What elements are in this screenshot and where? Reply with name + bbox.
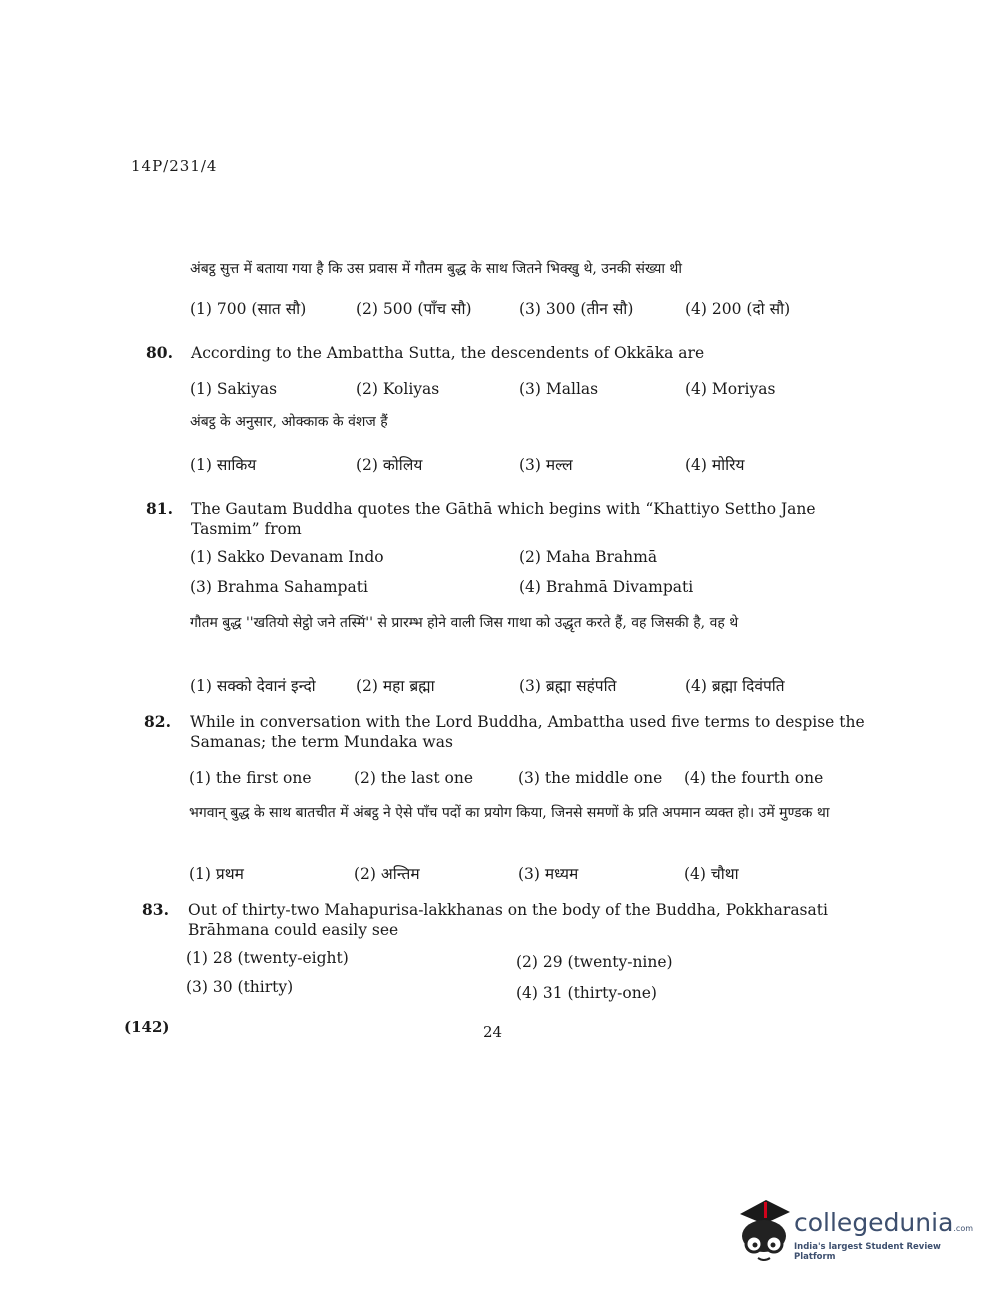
q81-option-hi-4: (4) ब्रह्मा दिवंपति [685, 677, 785, 695]
q82-number: 82. [144, 712, 171, 731]
q80-question-hi: अंबट्ठ के अनुसार, ओक्काक के वंशज हैं [190, 414, 388, 430]
q82-question-hi: भगवान् बुद्ध के साथ बातचीत में अंबट्ठ ने ऐसे पाँच पदों का प्रयोग किया, जिनसे समणों के प्रति अपमान व्यक्त हो। उमें मुण्डक था [189, 805, 830, 821]
page-number: 24 [483, 1023, 503, 1041]
q82-option-hi-4: (4) चौथा [684, 865, 739, 883]
q81-question-hi: गौतम बुद्ध ''खतियो सेट्ठो जने तस्मिं'' से प्रारम्भ होने वाली जिस गाथा को उद्धृत करते हैं, वह जिसकी है, वह थे [190, 615, 739, 631]
q80-option-hi-2: (2) कोलिय [356, 456, 423, 474]
q79-option-4: (4) 200 (दो सौ) [685, 300, 791, 318]
q83-option-3: (3) 30 (thirty) [186, 978, 294, 996]
q81-question-en: The Gautam Buddha quotes the Gāthā which begins with “Khattiyo Settho Jane Tasmim” from [191, 500, 816, 538]
q82-option-hi-3: (3) मध्यम [518, 865, 579, 883]
q82-option-en-2: (2) the last one [354, 769, 473, 787]
q83-option-1: (1) 28 (twenty-eight) [186, 949, 349, 967]
q80-number: 80. [146, 343, 173, 362]
logo-wordmark: collegedunia.com [794, 1208, 974, 1237]
q81-option-hi-1: (1) सक्को देवानं इन्दो [190, 677, 316, 695]
q83-question-en: Out of thirty-two Mahapurisa-lakkhanas on the body of the Buddha, Pokkharasati Brāhmana could easily see [188, 901, 828, 939]
q82-question-en: While in conversation with the Lord Buddha, Ambattha used five terms to despise the Samanas; the term Mundaka was [190, 713, 865, 751]
q80-option-hi-4: (4) मोरिय [685, 456, 745, 474]
q82-option-hi-2: (2) अन्तिम [354, 865, 420, 883]
q81-option-en-3: (3) Brahma Sahampati [190, 578, 368, 596]
q82-option-en-3: (3) the middle one [518, 769, 663, 787]
q81-option-en-1: (1) Sakko Devanam Indo [190, 548, 384, 566]
q79-option-2: (2) 500 (पाँच सौ) [356, 300, 472, 318]
q83-option-2: (2) 29 (twenty-nine) [516, 953, 673, 971]
q80-option-hi-1: (1) साकिय [190, 456, 257, 474]
q80-option-en-2: (2) Koliyas [356, 380, 440, 398]
paper-code: 14P/231/4 [131, 157, 218, 175]
q80-option-en-1: (1) Sakiyas [190, 380, 278, 398]
collegedunia-logo [736, 1196, 974, 1270]
q82-option-en-1: (1) the first one [189, 769, 312, 787]
q82-option-hi-1: (1) प्रथम [189, 865, 244, 883]
q79-option-3: (3) 300 (तीन सौ) [519, 300, 634, 318]
booklet-code: (142) [124, 1018, 170, 1036]
q79-option-1: (1) 700 (सात सौ) [190, 300, 307, 318]
q80-question-en: According to the Ambattha Sutta, the descendents of Okkāka are [191, 344, 705, 362]
q81-option-en-4: (4) Brahmā Divampati [519, 578, 694, 596]
logo-tagline: India's largest Student Review Platform [794, 1242, 941, 1262]
q81-option-hi-3: (3) ब्रह्मा सहंपति [519, 677, 617, 695]
q80-option-en-4: (4) Moriyas [685, 380, 776, 398]
q80-option-en-3: (3) Mallas [519, 380, 599, 398]
q80-option-hi-3: (3) मल्ल [519, 456, 573, 474]
q81-option-hi-2: (2) महा ब्रह्मा [356, 677, 435, 695]
q83-number: 83. [142, 900, 169, 919]
q83-option-4: (4) 31 (thirty-one) [516, 984, 657, 1002]
mascot-icon [736, 1196, 794, 1270]
q81-option-en-2: (2) Maha Brahmā [519, 548, 658, 566]
q82-option-en-4: (4) the fourth one [684, 769, 824, 787]
q79-hindi-text: अंबट्ठ सुत्त में बताया गया है कि उस प्रवास में गौतम बुद्ध के साथ जितने भिक्खु थे, उनकी संख्या थी [190, 261, 682, 277]
q81-number: 81. [146, 499, 173, 518]
